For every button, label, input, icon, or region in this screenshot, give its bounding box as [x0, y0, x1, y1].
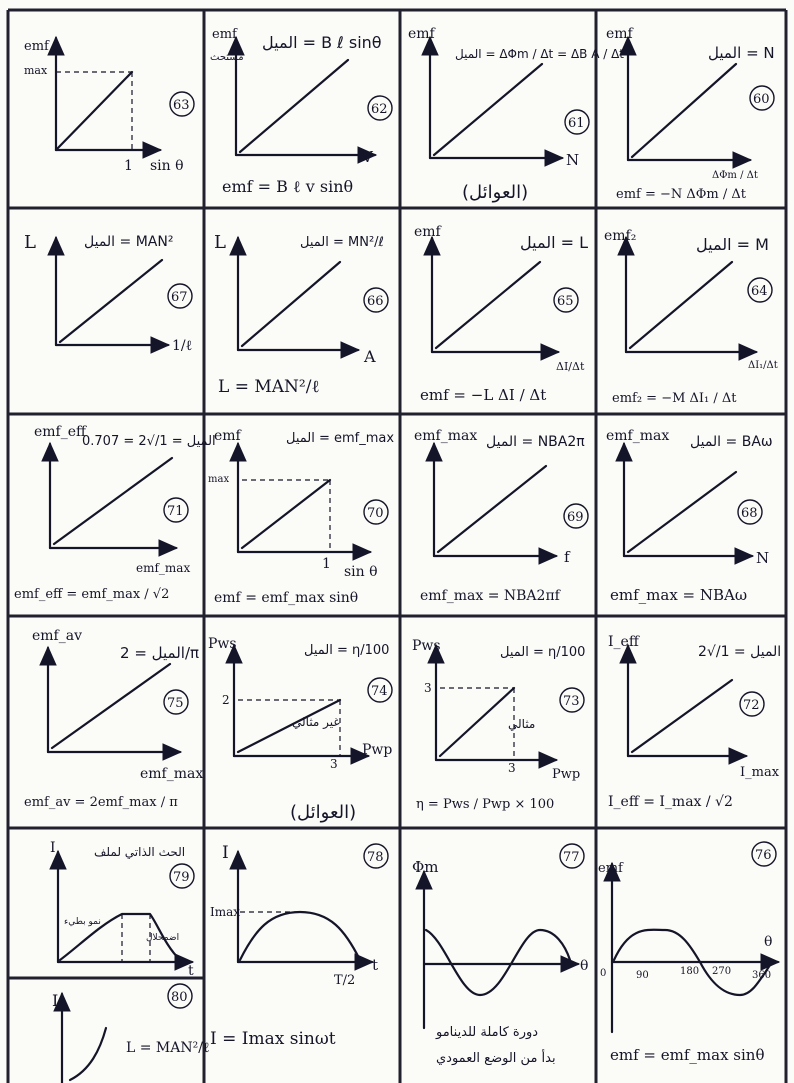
- y-label: emf: [214, 428, 241, 444]
- graph-72: [608, 634, 781, 810]
- graph-75: [24, 628, 203, 810]
- x-label: sin θ: [150, 158, 184, 174]
- y-label: I: [50, 840, 56, 856]
- graph-number: 64: [751, 284, 768, 299]
- note-decay: اضمحلال: [146, 933, 180, 943]
- y-sublabel: مستحث: [210, 52, 244, 63]
- graph-70: [208, 428, 394, 606]
- graph-69: [414, 428, 588, 604]
- graph-number: 60: [753, 92, 770, 107]
- tick-270: 270: [712, 966, 732, 977]
- x-label: ΔI/Δt: [556, 360, 585, 373]
- graph-68: [606, 428, 773, 604]
- graph-76: [598, 842, 778, 1064]
- tick-x: 3: [330, 757, 338, 771]
- equation: I_eff = I_max / √2: [608, 794, 733, 810]
- graph-number: 68: [741, 506, 758, 521]
- equation: emf_max = NBAω: [610, 586, 748, 604]
- graph-number: 73: [563, 694, 580, 709]
- x-label: sin θ: [344, 564, 378, 580]
- graph-number: 61: [568, 116, 585, 131]
- y-label: emf: [598, 861, 623, 876]
- x-label: emf_max: [140, 766, 204, 782]
- graph-number: 80: [171, 990, 188, 1005]
- cell-title: الحث الذاتي لملف: [94, 845, 186, 859]
- graph-78: [210, 843, 388, 1049]
- graph-63: [24, 38, 194, 174]
- note: مثالي: [508, 717, 536, 731]
- x-label: θ: [580, 958, 589, 974]
- graph-number: 63: [173, 98, 190, 113]
- slope-label: الميل = B ℓ sinθ: [262, 33, 382, 52]
- graph-74: [208, 636, 392, 823]
- x-label: N: [566, 151, 580, 169]
- graph-number: 72: [743, 698, 760, 713]
- graph-62: [210, 27, 392, 196]
- equation: I = Imax sinωt: [210, 1029, 336, 1049]
- formula: L = MAN²/ℓ: [126, 1040, 210, 1056]
- y-label: L: [214, 232, 226, 253]
- y-label: emf_max: [606, 428, 670, 444]
- y-label: emf: [606, 26, 633, 42]
- graph-number: 79: [173, 870, 190, 885]
- x-label: 1/ℓ: [172, 338, 193, 354]
- y-label: emf: [24, 39, 49, 54]
- graph-67: [24, 232, 193, 354]
- equation: emf = emf_max sinθ: [610, 1046, 765, 1064]
- max-label: max: [208, 474, 230, 485]
- tick-y: 3: [424, 681, 432, 695]
- equation: emf_av = 2emf_max / π: [24, 795, 178, 810]
- note: غير مثالي: [292, 715, 340, 729]
- equation: emf₂ = −M ΔI₁ / Δt: [612, 391, 737, 406]
- graph-77: [412, 844, 588, 1066]
- x-label: N: [756, 549, 770, 567]
- graph-66: [214, 232, 388, 397]
- x-label: Pwp: [552, 767, 581, 782]
- slope-label: الميل = M: [696, 235, 769, 254]
- graph-number: 62: [371, 102, 388, 117]
- y-label: L: [24, 232, 36, 253]
- slope-label: الميل = 1/√2 = 0.707: [82, 434, 216, 449]
- y-label: emf: [414, 224, 441, 240]
- x-label: A: [364, 347, 376, 366]
- note-line1: دورة كاملة للدينامو: [436, 1025, 539, 1040]
- equation: emf = B ℓ v sinθ: [222, 177, 354, 196]
- slope-label: الميل = η/100: [500, 645, 586, 660]
- equation: L = MAN²/ℓ: [218, 377, 320, 397]
- slope-label: الميل = MN²/ℓ: [300, 235, 384, 250]
- tick-180: 180: [680, 966, 700, 977]
- graph-65: [414, 224, 588, 404]
- tick-360: 360: [752, 970, 772, 981]
- y-label: I: [222, 843, 229, 863]
- x-label: θ: [764, 934, 773, 950]
- slope-label: الميل = η/100: [304, 643, 390, 658]
- tick-x: 3: [508, 761, 516, 775]
- x-label: t: [188, 963, 194, 979]
- y-label: emf₂: [604, 228, 637, 244]
- graph-number: 71: [167, 504, 184, 519]
- y-label: Φm: [412, 858, 439, 876]
- equation: emf = −N ΔΦm / Δt: [616, 187, 747, 202]
- note-line2: بدأ من الوضع العمودي: [436, 1051, 556, 1066]
- slope-label: الميل = NBA2π: [486, 434, 585, 450]
- graph-number: 67: [171, 290, 188, 305]
- graph-73: [412, 638, 585, 812]
- slope-label: الميل = emf_max: [286, 431, 395, 446]
- slope-label: الميل = ΔΦm / Δt = ΔB A / Δt: [455, 47, 624, 61]
- y-label: emf_max: [414, 428, 478, 444]
- equation: emf_max = NBA2πf: [420, 588, 560, 604]
- graph-number: 77: [563, 850, 580, 865]
- max-label: max: [24, 64, 48, 77]
- graph-71: [14, 424, 216, 602]
- note-mark: (العوائل): [462, 182, 529, 203]
- equation: emf = emf_max sinθ: [214, 590, 359, 606]
- graph-61: [408, 26, 624, 203]
- x-label: I_max: [740, 765, 780, 780]
- y-label: L: [52, 991, 63, 1010]
- y-label: emf_av: [32, 628, 82, 644]
- y-label: emf: [408, 26, 435, 42]
- tick-y: 2: [222, 693, 230, 707]
- note-rise: نمو بطيء: [64, 917, 101, 927]
- tick-label: 1: [322, 556, 331, 572]
- x-label: ΔI₁/Δt: [748, 360, 778, 371]
- x-label: t: [372, 956, 379, 974]
- graph-60: [606, 26, 775, 202]
- note-mark: (العوائل): [290, 802, 357, 823]
- slope-label: الميل = MAN²: [84, 234, 174, 250]
- x-label: f: [564, 548, 570, 566]
- equation: emf_eff = emf_max / √2: [14, 587, 170, 602]
- tick-label: 1: [124, 158, 133, 174]
- graph-79: [50, 840, 194, 979]
- equation: emf = −L ΔI / Δt: [420, 386, 547, 404]
- tick-label: T/2: [334, 973, 356, 988]
- y-label: Pws: [208, 636, 237, 652]
- x-label: ΔΦm / Δt: [712, 170, 758, 181]
- graph-number: 74: [371, 684, 388, 699]
- x-label: emf_max: [136, 561, 191, 575]
- equation: η = Pws / Pwp × 100: [416, 797, 555, 812]
- y-label: emf: [212, 27, 237, 42]
- y-label: Pws: [412, 638, 441, 654]
- graph-number: 65: [557, 294, 574, 309]
- graph-80: [52, 984, 210, 1083]
- y-label: emf_eff: [34, 424, 86, 440]
- x-label: V: [362, 148, 373, 166]
- graph-number: 78: [367, 850, 384, 865]
- x-label: Pwp: [362, 742, 393, 758]
- graph-number: 66: [367, 294, 384, 309]
- tick-90: 90: [636, 970, 649, 981]
- max-label: Imax: [210, 905, 241, 919]
- slope-label: الميل = N: [708, 44, 775, 62]
- graph-number: 69: [567, 510, 584, 525]
- graph-number: 76: [755, 848, 772, 863]
- slope-label: الميل = 1/√2: [698, 644, 782, 660]
- slope-label: الميل = L: [520, 233, 589, 252]
- slope-label: الميل = BAω: [690, 434, 773, 450]
- graph-number: 70: [367, 506, 384, 521]
- graph-number: 75: [167, 696, 184, 711]
- tick-0: 0: [600, 968, 607, 979]
- graph-64: [604, 228, 778, 406]
- slope-label: الميل = 2/π: [120, 644, 200, 662]
- y-label: I_eff: [608, 634, 639, 650]
